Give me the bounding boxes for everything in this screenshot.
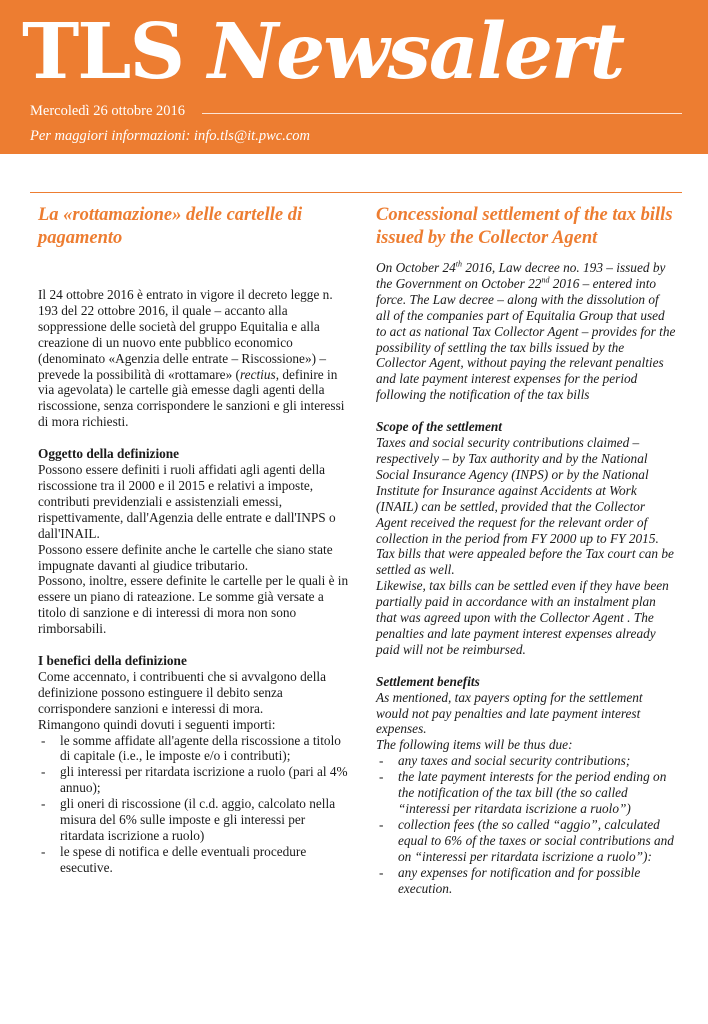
english-section2-paragraph: As mentioned, tax payers opting for the settlement would not pay penalties and late payment interest expenses. [376,689,643,737]
english-intro-superscript: th [455,259,463,269]
english-items-list [376,753,676,896]
english-section2-title: Settlement benefits [376,673,480,689]
english-column [376,204,676,896]
list-item: - gli oneri di riscossione (il c.d. aggio, calcolato nella misura del 6% sulle imposte e gli interessi per ritardata iscrizione a ruolo) [38,796,350,844]
list-item: - le somme affidate all'agente della riscossione a titolo di capitale (i.e., le imposte e/o i contributi); [38,733,350,765]
list-item: - gli interessi per ritardata iscrizione a ruolo (pari al 4% annuo); [38,764,350,796]
english-intro-text-1: On October 24 [376,260,456,275]
english-section1-paragraph: Likewise, tax bills can be settled even if they have been partially paid in accordance with an instalment plan that was agreed upon with the Collector Agent . The penalties and late payment interest expenses already paid will not be reimbursed. [376,578,669,657]
english-intro-superscript: nd [541,275,550,285]
english-section1-paragraph: Tax bills that were appealed before the Tax court can be settled as well. [376,546,674,578]
italian-section1-title: Oggetto della definizione [38,446,180,462]
italian-section2-paragraph: Come accennato, i contribuenti che si avvalgono della definizione possono estinguere il debito senza corrispondere sanzioni e interessi di mora. [38,668,326,716]
italian-section1-paragraph: Possono essere definite anche le cartelle che siano state impugnate davanti al giudice tributario. [38,541,333,573]
italian-intro [38,287,350,430]
english-heading: Concessional settlement of the tax bills issued by the Collector Agent [376,205,673,248]
italian-section2-title: I benefici della definizione [38,653,187,669]
contact-info: Per maggiori informazioni: info.tls@it.pwc.com [30,128,310,144]
list-item: - any expenses for notification and for possible execution. [376,865,676,897]
english-intro [376,260,676,403]
title-tls: TLS [22,7,184,97]
list-item: - any taxes and social security contributions; [376,753,676,769]
title-newsalert: Newsalert [207,7,624,97]
publication-date: Mercoledì 26 ottobre 2016 [30,103,186,119]
english-section1-paragraph: Taxes and social security contributions claimed – respectively – by Tax authority and by the National Social Insurance Agency (INPS) or by the National Institute for Insurance against Accidents at Work (INAIL) can be settled, provided that the Collector Agent received the request for the relevant order of collection in the period from FY 2000 up to FY 2015. [376,435,659,546]
italian-heading: La «rottamazione» delle cartelle di pagamento [38,205,303,248]
english-intro-text-3: 2016 – entered into force. The Law decree – along with the dissolution of all of the companies part of Equitalia Group that used to act as national Tax Collector Agent – provides for the possibility of settling the tax bills issued by the Collector Agent, without paying the relevant penalties and late payment interest expenses for the period following the notification of the tax bills [376,275,676,403]
english-section1-title: Scope of the settlement [376,419,502,435]
list-item: - le spese di notifica e delle eventuali procedure esecutive. [38,844,350,876]
header-banner [0,0,708,154]
italian-column [38,204,350,876]
newsletter-title [22,4,623,100]
italian-amounts-list [38,733,350,876]
english-section2-paragraph: The following items will be thus due: [376,737,573,753]
list-item: - the late payment interests for the period ending on the notification of the tax bill (the so called “interessi per ritardata iscrizione a ruolo”) [376,769,676,817]
content-divider [30,192,682,193]
list-item: - collection fees (the so called “aggio”, calculated equal to 6% of the taxes or social contributions and on “interessi per ritardata iscrizione a ruolo”): [376,817,676,865]
italian-intro-text-1: Il 24 ottobre 2016 è entrato in vigore il decreto legge n. 193 del 22 ottobre 2016, il quale – accanto alla soppressione delle società del gruppo Equitalia e alla creazione di un nuovo ente pubblico economico (denominato «Agenzia delle entrate – Riscossione») – prevede la possibilità di «rottamare» ( [38,287,333,382]
header-divider [202,113,682,114]
italian-section2-paragraph: Rimangono quindi dovuti i seguenti importi: [38,716,276,732]
italian-section1-paragraph: Possono, inoltre, essere definite le cartelle per le quali è in essere un piano di rateazione. Le somme già versate a titolo di sanzione e di interessi di mora non sono rimborsabili. [38,573,349,637]
italian-section1-paragraph: Possono essere definiti i ruoli affidati agli agenti della riscossione tra il 2000 e il 2015 e relativi a imposte, contributi previdenziali e assistenziali emessi, rispettivamente, dall'Agenzia delle entrate e dall'INPS o dall'INAIL. [38,462,336,541]
italian-intro-emphasis: rectius [239,366,276,382]
italian-intro-text-2: , definire in via agevolata) le cartelle già emesse dagli agenti della riscossione, senza corrispondere le sanzioni e gli interessi di mora richiesti. [38,366,345,430]
english-intro-text-2: 2016, Law decree no. 193 – issued by the Government on October 22 [376,260,666,291]
